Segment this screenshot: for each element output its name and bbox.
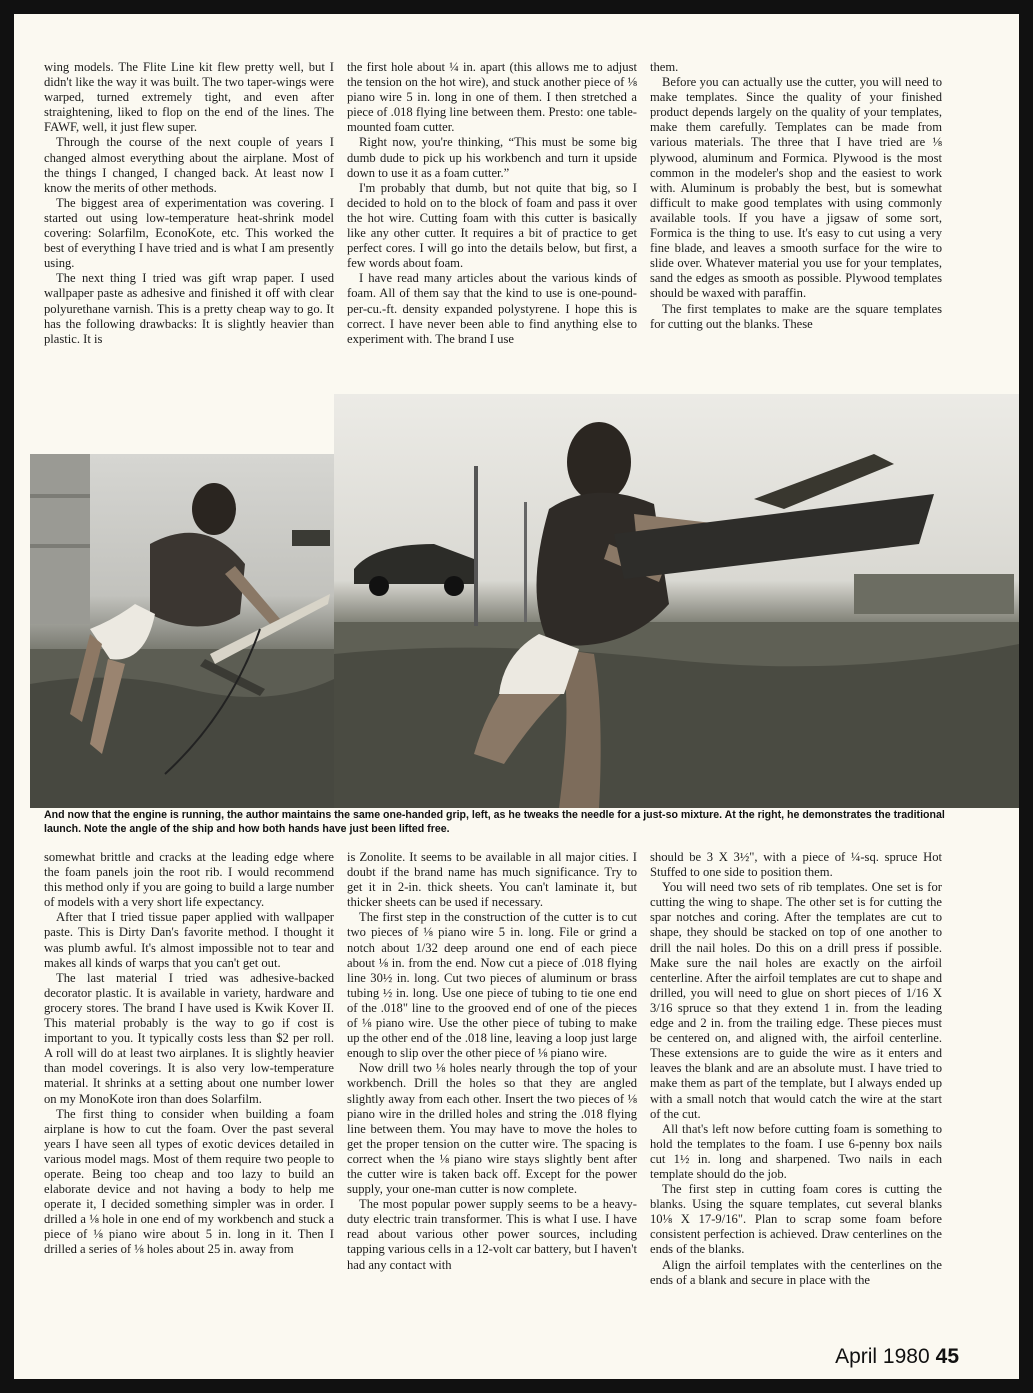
- paragraph: Right now, you're thinking, “This must be some big dumb dude to pick up his workbench and turn it upside down to use it as a foam cutter.”: [347, 135, 637, 180]
- paragraph: wing models. The Flite Line kit flew pretty well, but I didn't like the way it was built. The two taper-wings were warped, turned extremely tight, and even after straightening, liked to flop on the end of the lines. The FAWF, well, it just flew super.: [44, 60, 334, 135]
- page-footer: [835, 1345, 959, 1369]
- paragraph: is Zonolite. It seems to be available in all major cities. I doubt if the brand name has much significance. Try to get it in 2-in. thick sheets. You can't laminate it, but thicker sheets can be used if necessary.: [347, 850, 637, 910]
- paragraph: The first thing to consider when building a foam airplane is how to cut the foam. Over the past several years I have seen all types of exotic devices detailed in various model mags. Most of them require two people to operate. Being too cheap and too lazy to build an elaborate device and not having a body to help me operate it, I decided something simpler was in order. I drilled a ⅛ hole in one end of my workbench and stuck a piece of ⅛ piano wire about 5 in. long in it. Then I drilled a series of ⅛ holes about 25 in. away from: [44, 1106, 334, 1257]
- paragraph: I'm probably that dumb, but not quite that big, so I decided to hold on to the block of foam and pass it over the hot wire. Cutting foam with this cutter is basically like any other cutter. It requires a bit of practice to get perfect cores. I will go into the details below, but first, a few words about foam.: [347, 180, 637, 271]
- paragraph: The first step in cutting foam cores is cutting the blanks. Using the square templates, cut several blanks 10⅛ X 17-9/16". Plan to scrap some foam before consistent perfection is achieved. Draw centerlines on the ends of the blanks.: [650, 1182, 942, 1257]
- column-top-1: [44, 60, 334, 347]
- photo-left-illustration: [30, 454, 334, 808]
- issue-date: April 1980: [835, 1345, 930, 1368]
- paragraph: The last material I tried was adhesive-backed decorator plastic. It is available in variety, hardware and grocery stores. The brand I have used is Kwik Kover II. This material probably is the way to go if cost is important to you. It typically costs less than $2 per roll. A roll will do at least two airplanes. It is slightly heavier than model coverings. It is also very low-temperature material. It shrinks at a setting about one number lower on my MonoKote iron than does Solarfilm.: [44, 970, 334, 1106]
- paragraph: The first step in the construction of the cutter is to cut two pieces of ⅛ piano wire 5 in. long. File or grind a notch about 1/32 deep around one end of each piece about ⅛ in. from the end. Now cut a piece of .018 flying line 30½ in. long. Cut two pieces of aluminum or brass tubing ½ in. long. Use one piece of tubing to tie one end of the .018" line to the grooved end of one of the pieces of ⅛ piano wire. Use the other piece of tubing to make up the other end of the .018 line, leaving a loop just large enough to slip over the other piece of ⅛ piano wire.: [347, 910, 637, 1061]
- paragraph: The first templates to make are the square templates for cutting out the blanks. These: [650, 301, 942, 331]
- magazine-page: [14, 14, 1019, 1379]
- paragraph: Through the course of the next couple of years I changed almost everything about the airplane. Most of the things I changed, I changed back. At least now I know the merits of other methods.: [44, 135, 334, 195]
- paragraph: the first hole about ¼ in. apart (this allows me to adjust the tension on the hot wire), and stuck another piece of ⅛ piano wire 5 in. long in one of them. I then stretched a piece of .018 flying line between them. Presto: one table-mounted foam cutter.: [347, 60, 637, 135]
- paragraph: The next thing I tried was gift wrap paper. I used wallpaper paste as adhesive and finished it off with clear polyurethane varnish. This is a pretty cheap way to go. It has the following drawbacks: It is slightly heavier than plastic. It is: [44, 271, 334, 346]
- paragraph: I have read many articles about the various kinds of foam. All of them say that the kind to use is one-pound-per-cu.-ft. density expanded polystyrene. I hope this is correct. I have never been able to find anything else to experiment with. The brand I use: [347, 271, 637, 346]
- paragraph: should be 3 X 3½", with a piece of ¼-sq. spruce Hot Stuffed to one side to position them.: [650, 850, 942, 880]
- photo-right: [334, 394, 1019, 808]
- photo-caption: And now that the engine is running, the author maintains the same one-handed grip, left, as he tweaks the needle for a just-so mixture. At the right, he demonstrates the traditional launch. Note the angle of the ship and how both hands have just been lifted free.: [44, 809, 945, 835]
- column-top-2: [347, 60, 637, 347]
- paragraph: After that I tried tissue paper applied with wallpaper paste. This is Dirty Dan's favorite method. I thought it was plumb awful. It's almost impossible not to tear and makes all kinds of warps that you can't get out.: [44, 910, 334, 970]
- column-bottom-1: [44, 850, 334, 1258]
- column-bottom-3: [650, 850, 942, 1288]
- photo-right-illustration: [334, 394, 1019, 808]
- paragraph: Now drill two ⅛ holes nearly through the top of your workbench. Drill the holes so that they are angled slightly away from each other. Insert the two pieces of ⅛ piano wire in the drilled holes and string the .018 flying line between them. You may have to move the holes to get the proper tension on the cutter wire. The spacing is correct when the ⅛ piano wire stays slightly bent after the cutter wire is taken back off. Except for the power supply, your one-man cutter is now complete.: [347, 1061, 637, 1197]
- column-bottom-2: [347, 850, 637, 1273]
- page-number: 45: [935, 1345, 959, 1368]
- paragraph: The biggest area of experimentation was covering. I started out using low-temperature heat-shrink model covering: Solarfilm, EconoKote, etc. This worked the best of everything I have tried and is what I am presently using.: [44, 195, 334, 271]
- column-top-3: [650, 60, 942, 332]
- paragraph: All that's left now before cutting foam is something to hold the templates to the foam. I use 6-penny box nails cut 1½ in. long and sharpened. Two nails in each template should do the job.: [650, 1121, 942, 1181]
- paragraph: You will need two sets of rib templates. One set is for cutting the wing to shape. The other set is for cutting the spar notches and coring. After the templates are cut to shape, they should be stacked on top of one another to drill the nail holes. Do this on a drill press if possible. Make sure the nail holes are exactly on the airfoil centerline. After the airfoil templates are cut to shape and drilled, you will need to glue on short pieces of 1/16 X 3/16 spruce so that they extend 1 in. from the leading edge and 2 in. from the trailing edge. These pieces must be centered on, and aligned with, the airfoil centerline. These extensions are to guide the wire as it enters and leaves the blank and are an absolute must. I have tried to make them as part of the template, but I always ended up with a small notch that would catch the wire at the start of the cut.: [650, 880, 942, 1121]
- paragraph: Align the airfoil templates with the centerlines on the ends of a blank and secure in place with the: [650, 1257, 942, 1287]
- paragraph: The most popular power supply seems to be a heavy-duty electric train transformer. This is what I use. I have read about various other power sources, including tapping various cells in a 12-volt car battery, but I haven't had any contact with: [347, 1197, 637, 1272]
- paragraph: somewhat brittle and cracks at the leading edge where the foam panels join the root rib. I would recommend this method only if you are going to build a large number of models with a very short life expectancy.: [44, 850, 334, 910]
- paragraph: them.: [650, 60, 679, 74]
- photo-left: [30, 454, 334, 808]
- paragraph: Before you can actually use the cutter, you will need to make templates. Since the quality of your finished product depends largely on the quality of your templates, make them carefully. Templates can be made from various materials. The three that I have tried are ⅛ plywood, aluminum and Formica. Plywood is the most common in the modeler's shop and the easiest to work with. Aluminum is probably the best, but is somewhat difficult to make good templates with using commonly available tools. If you have a jigsaw of some sort, Formica is the thing to use. It's easy to cut using a very fine blade, and leaves a smooth surface for the wire to slide over. Whatever material you use for your templates, sand the edges as smooth as possible. Plywood templates should be waxed with paraffin.: [650, 75, 942, 301]
